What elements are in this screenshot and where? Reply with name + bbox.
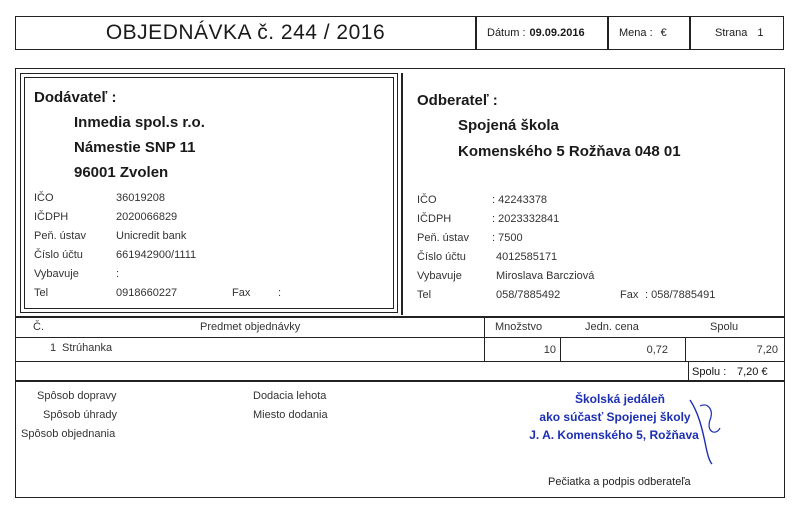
stamp-line: J. A. Komenského 5, Rožňava (529, 428, 699, 442)
row-num: 1 (50, 342, 57, 354)
qty-column-divider (484, 316, 485, 362)
supplier-field-label: IČDPH (34, 211, 69, 223)
date-cell (476, 16, 608, 50)
supplier-field-value: 661942900/1111 (116, 249, 197, 261)
row-unit-price: 0,72 (646, 344, 668, 356)
customer-field-value: : 2023332841 (492, 213, 560, 225)
customer-heading: Odberateľ : (417, 92, 498, 109)
currency-cell (608, 16, 690, 50)
supplier-field-value: 0918660227 (116, 287, 178, 299)
customer-field-value: 4012585171 (496, 251, 558, 263)
supplier-field-value: 36019208 (116, 192, 165, 204)
customer-divider (401, 73, 403, 315)
supplier-field-value: 2020066829 (116, 211, 178, 223)
payment-method-label: Spôsob úhrady (43, 409, 117, 421)
page-label: Strana (715, 27, 748, 39)
stamp-line: ako súčasť Spojenej školy (539, 410, 691, 424)
table-top-line (15, 316, 785, 318)
sum-value: 7,20 € (737, 366, 768, 378)
delivery-place-label: Miesto dodania (253, 409, 328, 421)
table-row-line (15, 361, 785, 362)
customer-field-value: 058/7885492 (496, 289, 561, 301)
supplier-city: 96001 Zvolen (74, 164, 169, 181)
date-value: 09.09.2016 (529, 27, 585, 39)
supplier-field-value: Unicredit bank (116, 230, 187, 242)
col-header-num: Č. (33, 321, 44, 333)
signature (680, 392, 760, 472)
supplier-fax-label: Fax (232, 287, 251, 299)
supplier-field-value: : (116, 268, 120, 280)
total-column-divider (685, 337, 686, 362)
customer-fax-label: Fax (620, 289, 639, 301)
customer-fax-value: : 058/7885491 (645, 289, 716, 301)
supplier-field-label: IČO (34, 192, 54, 204)
order-title: OBJEDNÁVKA č. 244 / 2016 (105, 21, 386, 44)
col-header-total: Spolu (710, 321, 739, 333)
supplier-field-label: Tel (34, 287, 49, 299)
customer-field-value: : 42243378 (492, 194, 548, 206)
supplier-heading: Dodávateľ : (34, 89, 117, 106)
customer-field-label: Peň. ústav (417, 232, 469, 244)
customer-field-label: IČO (417, 194, 437, 206)
row-total: 7,20 (756, 344, 778, 356)
customer-field-label: Vybavuje (417, 270, 462, 282)
customer-field-label: Tel (417, 289, 432, 301)
customer-field-value: : 7500 (492, 232, 523, 244)
customer-address: Komenského 5 Rožňava 048 01 (458, 143, 681, 160)
customer-field-label: Číslo účtu (417, 251, 466, 263)
table-header-line (15, 337, 785, 338)
supplier-fax-value: : (278, 287, 282, 299)
supplier-field-label: Číslo účtu (34, 249, 83, 261)
customer-field-value: Miroslava Barcziová (496, 270, 595, 282)
page-cell (690, 16, 784, 50)
order-title-cell (15, 16, 476, 50)
signature-label: Pečiatka a podpis odberateľa (548, 476, 691, 488)
col-header-unit-price: Jedn. cena (585, 321, 639, 333)
row-qty: 10 (543, 344, 556, 356)
date-label: Dátum : (487, 27, 526, 39)
customer-field-label: IČDPH (417, 213, 452, 225)
delivery-method-label: Spôsob dopravy (37, 390, 117, 402)
supplier-field-label: Vybavuje (34, 268, 79, 280)
currency-label: Mena : (619, 27, 653, 39)
price-column-divider (560, 337, 561, 362)
supplier-field-label: Peň. ústav (34, 230, 86, 242)
delivery-term-label: Dodacia lehota (253, 390, 327, 402)
page-value: 1 (757, 27, 764, 39)
order-method-label: Spôsob objednania (21, 428, 116, 440)
stamp-line: Školská jedáleň (574, 392, 666, 406)
row-subject: Strúhanka (62, 342, 113, 354)
col-header-qty: Množstvo (495, 321, 543, 333)
sum-label: Spolu : (692, 366, 727, 378)
supplier-street: Námestie SNP 11 (74, 139, 196, 156)
customer-name: Spojená škola (458, 117, 559, 134)
currency-value: € (660, 27, 667, 39)
supplier-box-inner (24, 77, 394, 309)
supplier-name: Inmedia spol.s r.o. (74, 114, 205, 131)
col-header-subject: Predmet objednávky (200, 321, 301, 333)
table-bottom-line (15, 380, 785, 382)
